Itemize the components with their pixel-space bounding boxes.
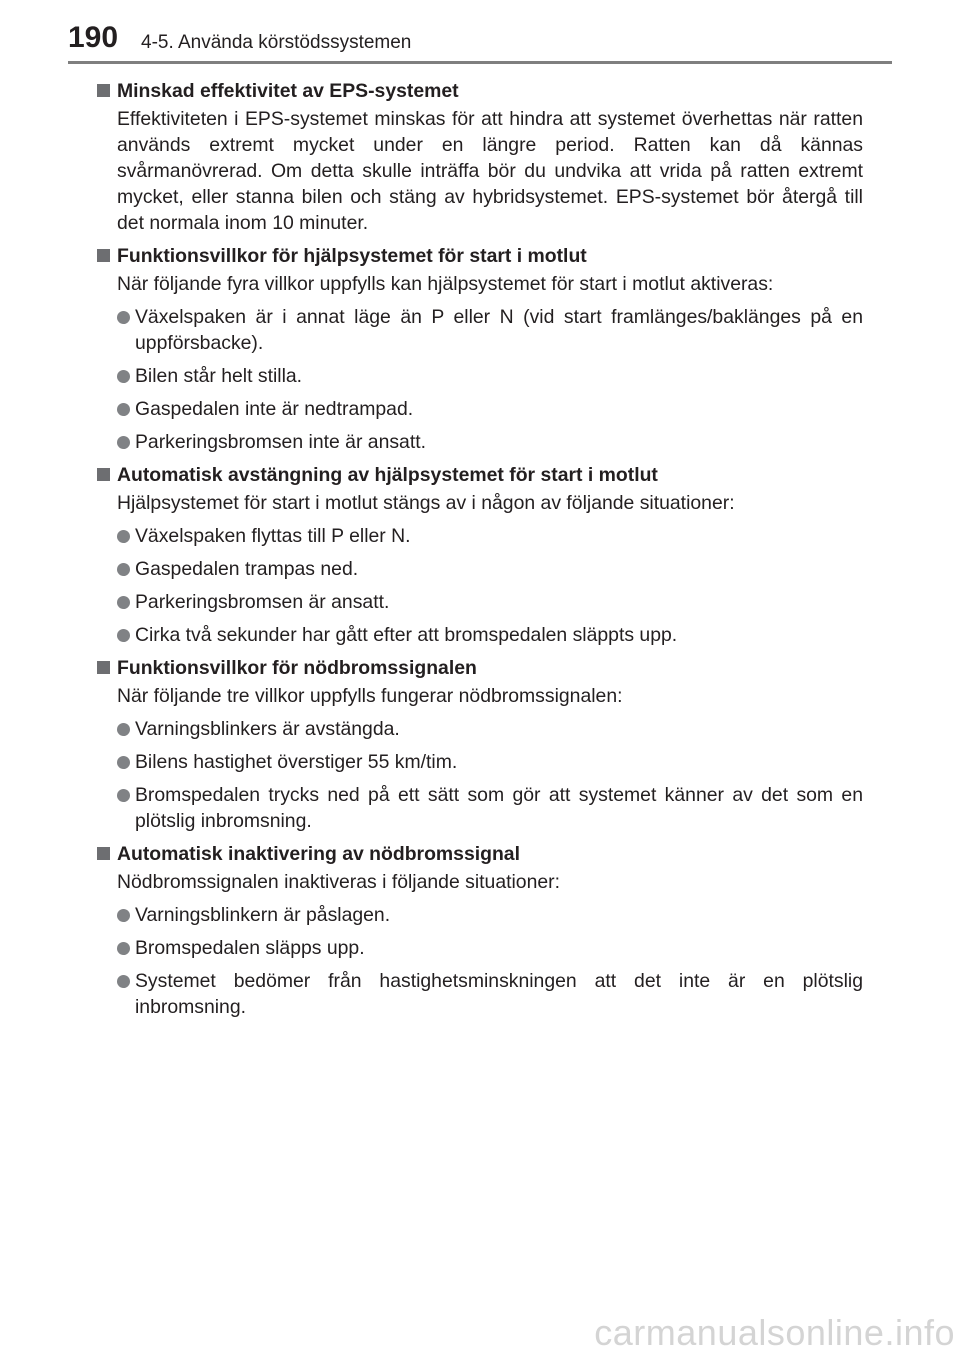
bullet-item: [117, 523, 863, 549]
section-heading: [97, 841, 863, 867]
page-number: 190: [68, 21, 119, 54]
bullet-text: Varningsblinkers är avstängda.: [135, 718, 400, 740]
bullet-text: Bromspedalen trycks ned på ett sätt som gör att systemet känner av det som en plötslig inbromsning.: [135, 784, 863, 832]
bullet-item: [117, 782, 863, 834]
bullet-item: [117, 556, 863, 582]
section-heading: [97, 462, 863, 488]
circle-bullet-icon: [117, 723, 130, 736]
bullet-text: Gaspedalen inte är nedtrampad.: [135, 398, 414, 420]
bullet-item: [117, 363, 863, 389]
bullet-text: Växelspaken är i annat läge än P eller N (vid start framlänges/baklänges på en uppförsbacke).: [135, 306, 863, 354]
square-bullet-icon: [97, 661, 110, 674]
section-heading-text: Automatisk avstängning av hjälpsystemet för start i motlut: [117, 464, 658, 486]
circle-bullet-icon: [117, 596, 130, 609]
circle-bullet-icon: [117, 436, 130, 449]
section-paragraph: Nödbromssignalen inaktiveras i följande situationer:: [117, 871, 560, 893]
circle-bullet-icon: [117, 563, 130, 576]
square-bullet-icon: [97, 468, 110, 481]
header-divider: [68, 61, 892, 64]
section-paragraph: När följande tre villkor uppfylls fungerar nödbromssignalen:: [117, 685, 623, 707]
circle-bullet-icon: [117, 403, 130, 416]
section: [97, 462, 863, 648]
page-content: [97, 78, 863, 1027]
circle-bullet-icon: [117, 975, 130, 988]
bullet-item: [117, 902, 863, 928]
bullet-text: Varningsblinkern är påslagen.: [135, 904, 391, 926]
bullet-text: Gaspedalen trampas ned.: [135, 558, 359, 580]
page-header: [0, 0, 960, 62]
bullet-text: Bilen står helt stilla.: [135, 365, 303, 387]
circle-bullet-icon: [117, 370, 130, 383]
section-heading-text: Funktionsvillkor för hjälpsystemet för start i motlut: [117, 245, 587, 267]
bullet-item: [117, 935, 863, 961]
bullet-item: [117, 968, 863, 1020]
section-paragraph: När följande fyra villkor uppfylls kan hjälpsystemet för start i motlut aktiveras:: [117, 273, 774, 295]
bullet-text: Bilens hastighet överstiger 55 km/tim.: [135, 751, 458, 773]
bullet-item: [117, 716, 863, 742]
section-heading-text: Automatisk inaktivering av nödbromssignal: [117, 843, 520, 865]
section-heading-text: Funktionsvillkor för nödbromssignalen: [117, 657, 477, 679]
circle-bullet-icon: [117, 942, 130, 955]
square-bullet-icon: [97, 847, 110, 860]
bullet-text: Cirka två sekunder har gått efter att bromspedalen släppts upp.: [135, 624, 678, 646]
bullet-item: [117, 589, 863, 615]
circle-bullet-icon: [117, 789, 130, 802]
section-paragraph: Hjälpsystemet för start i motlut stängs av i någon av följande situationer:: [117, 492, 735, 514]
watermark: carmanualsonline.info: [594, 1312, 955, 1353]
section: [97, 243, 863, 455]
section-paragraph: Effektiviteten i EPS-systemet minskas för att hindra att systemet överhettas när ratten används extremt mycket under en längre period. Ratten kan då kännas svårmanövrerad. Om detta skulle inträffa bör du undvika att vrida på ratten extremt mycket, eller stanna bilen och stäng av hybridsystemet. EPS-systemet bör återgå till det normala inom 10 minuter.: [117, 108, 863, 234]
circle-bullet-icon: [117, 530, 130, 543]
section: [97, 78, 863, 236]
circle-bullet-icon: [117, 756, 130, 769]
bullet-item: [117, 749, 863, 775]
section: [97, 841, 863, 1020]
section-heading-text: Minskad effektivitet av EPS-systemet: [117, 80, 459, 102]
bullet-text: Bromspedalen släpps upp.: [135, 937, 365, 959]
section-heading: [97, 78, 863, 104]
bullet-text: Parkeringsbromsen inte är ansatt.: [135, 431, 427, 453]
bullet-text: Parkeringsbromsen är ansatt.: [135, 591, 390, 613]
section-heading: [97, 243, 863, 269]
bullet-item: [117, 304, 863, 356]
square-bullet-icon: [97, 249, 110, 262]
bullet-item: [117, 622, 863, 648]
bullet-text: Växelspaken flyttas till P eller N.: [135, 525, 411, 547]
square-bullet-icon: [97, 84, 110, 97]
section: [97, 655, 863, 834]
circle-bullet-icon: [117, 311, 130, 324]
bullet-item: [117, 396, 863, 422]
bullet-text: Systemet bedömer från hastighetsminskningen att det inte är en plötslig inbromsning.: [135, 970, 863, 1018]
section-heading: [97, 655, 863, 681]
chapter-title: 4-5. Använda körstödssystemen: [141, 32, 412, 53]
circle-bullet-icon: [117, 629, 130, 642]
bullet-item: [117, 429, 863, 455]
circle-bullet-icon: [117, 909, 130, 922]
